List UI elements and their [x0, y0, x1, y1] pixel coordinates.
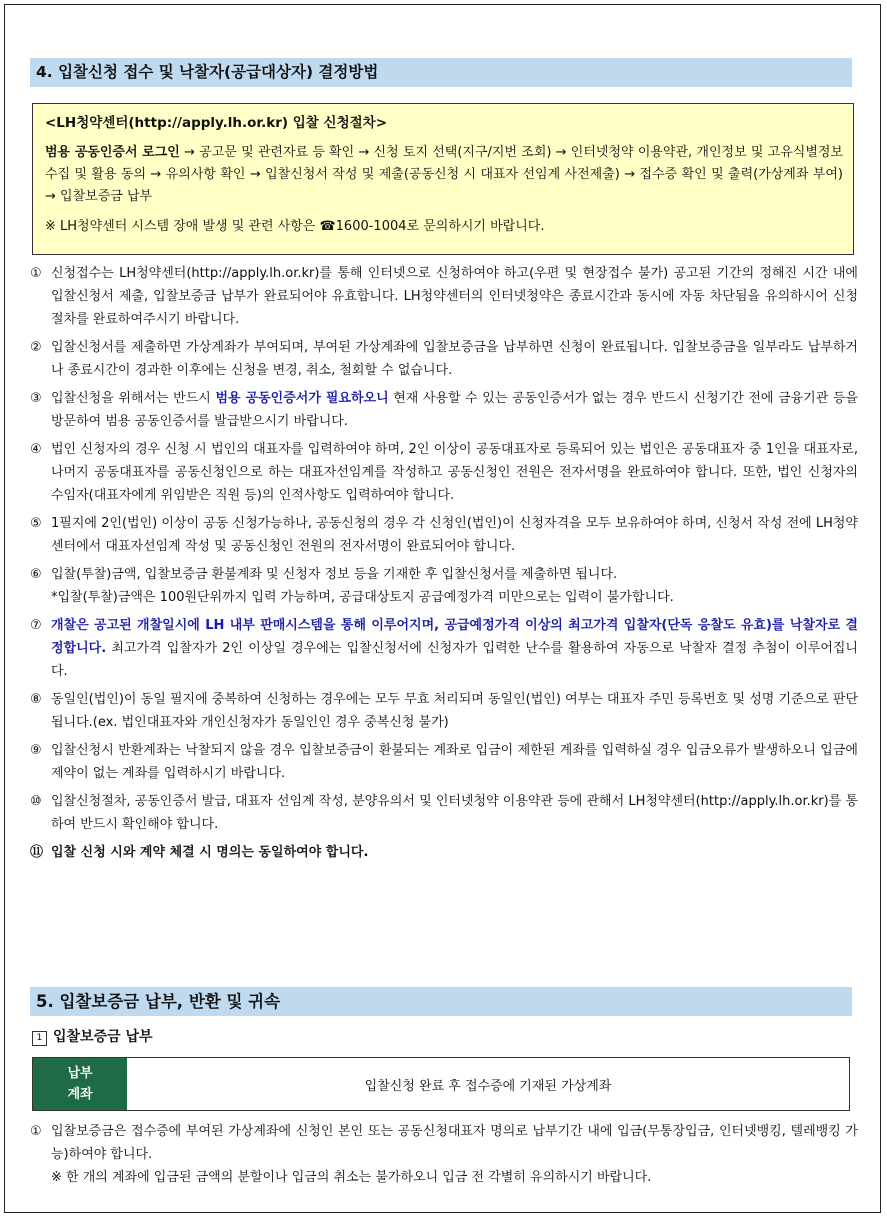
header-line: 납부 [67, 1066, 93, 1081]
numbered-box-icon: 1 [32, 1031, 47, 1046]
application-procedure-box [32, 103, 854, 255]
item-number: ⑤ [30, 516, 42, 531]
list-item [30, 512, 858, 558]
list-item [30, 688, 858, 734]
item-text: 신청접수는 LH청약센터(http://apply.lh.or.kr)를 통해 인터넷으로 신청하여야 하고(우편 및 현장접수 불가) 공고된 기간의 정해진 시간 내에 입찰신청서 제출, 입찰보증금 납부가 완료되어야 유효합니다. LH청약센터의 인터넷청약은 종료시간과 동시에 자동 차단됨을 유의하시어 신청절차를 완료하여주시기 바랍니다. [51, 266, 858, 327]
procedure-steps [45, 142, 843, 208]
item-text: 입찰보증금은 접수증에 부여된 가상계좌에 신청인 본인 또는 공동신청대표자 명의로 납부기간 내에 입금(무통장입금, 인터넷뱅킹, 텔레뱅킹 가능)하여야 합니다. [51, 1124, 858, 1162]
section-5-items [30, 1120, 858, 1194]
item-number: ① [30, 1124, 42, 1139]
item-number: ⑦ [30, 618, 42, 633]
item-text: 입찰신청을 위해서는 반드시 [51, 391, 216, 406]
item-number: ⑧ [30, 692, 42, 707]
list-item [30, 614, 858, 683]
procedure-title: <LH청약센터(http://apply.lh.or.kr) 입찰 신청절차> [45, 115, 388, 131]
section-5-header: 5. 입찰보증금 납부, 반환 및 귀속 [30, 987, 852, 1016]
item-text: 1필지에 2인(법인) 이상이 공동 신청가능하나, 공동신청의 경우 각 신청인(법인)이 신청자격을 모두 보유하여야 하며, 신청서 작성 전에 LH청약센터에서 대표자선임계 작성 및 공동신청인 전원의 전자서명이 완료되어야 합니다. [51, 516, 858, 554]
contact-notice: ※ LH청약센터 시스템 장애 발생 및 관련 사항은 ☎1600-1004로 문의하시기 바랍니다. [45, 219, 545, 234]
item-note: ※ 한 개의 계좌에 입금된 금액의 분할이나 입금의 취소는 불가하오니 입금 전 각별히 유의하시기 바랍니다. [51, 1170, 652, 1185]
item-text: 입찰신청시 반환계좌는 낙찰되지 않을 경우 입찰보증금이 환불되는 계좌로 입금이 제한된 계좌를 입력하실 경우 입금오류가 발생하오니 입금에 제약이 없는 계좌를 입력하시기 바랍니다. [51, 743, 858, 781]
payment-account-table [32, 1057, 850, 1111]
item-text: 최고가격 입찰자가 2인 이상일 경우에는 입찰신청서에 신청자가 입력한 난수를 활용하여 자동으로 낙찰자 결정 추첨이 이루어집니다. [51, 641, 858, 679]
item-number: ③ [30, 391, 42, 406]
section-4-header: 4. 입찰신청 접수 및 낙찰자(공급대상자) 결정방법 [30, 58, 852, 87]
item-number: ④ [30, 442, 42, 457]
item-number: ⑩ [30, 794, 42, 809]
item-text: 현재 사용할 수 있는 공동인증서가 없는 경우 반드시 신청기간 전에 금융기관 등을 방문하여 범용 공동인증서를 발급받으시기 바랍니다. [51, 391, 858, 429]
item-text: 법인 신청자의 경우 신청 시 법인의 대표자를 입력하여야 하며, 2인 이상이 공동대표자로 등록되어 있는 법인은 공동대표자 중 1인을 대표자로, 나머지 공동대표자를 공동신청인으로 하는 대표자선임계를 작성하고 공동신청인 전원은 전자서명을 완료하여야 합니다. 또한, 법인 신청자의 수임자(대표자에게 위임받은 직원 등)의 인적사항도 입력하여야 합니다. [51, 442, 858, 503]
list-item [30, 1120, 858, 1189]
table-value-cell: 입찰신청 완료 후 접수증에 기재된 가상계좌 [364, 1078, 612, 1094]
header-line: 계좌 [67, 1087, 93, 1102]
procedure-steps-text: → 공고문 및 관련자료 등 확인 → 신청 토지 선택(지구/지번 조회) → 인터넷청약 이용약관, 개인정보 및 고유식별정보 수집 및 활용 동의 → 유의사항 확인 → 입찰신청서 작성 및 제출(공동신청 시 대표자 선임계 사전제출) → 접수증 확인 및 출력(가상계좌 부여) → 입찰보증금 납부 [45, 145, 843, 204]
subsection-label: 입찰보증금 납부 [53, 1029, 153, 1045]
list-item [30, 438, 858, 507]
list-item [30, 387, 858, 433]
item-text: 입찰신청서를 제출하면 가상계좌가 부여되며, 부여된 가상계좌에 입찰보증금을 납부하면 신청이 완료됩니다. 입찰보증금을 일부라도 납부하거나 종료시간이 경과한 이후에는 신청을 변경, 취소, 철회할 수 없습니다. [51, 340, 858, 378]
item-highlight: 개찰은 공고된 개찰일시에 LH 내부 판매시스템을 통해 이루어지며, 공급예정가격 이상의 최고가격 입찰자(단독 응찰도 유효)를 낙찰자로 결정합니다. [51, 618, 858, 656]
item-number: ⑨ [30, 743, 42, 758]
list-item [30, 841, 858, 864]
list-item [30, 563, 858, 609]
item-highlight: 범용 공동인증서가 필요하오니 [215, 391, 389, 406]
table-header-cell [33, 1058, 127, 1110]
list-item [30, 790, 858, 836]
list-item [30, 262, 858, 331]
item-number: ② [30, 340, 42, 355]
item-number: ⑥ [30, 567, 42, 582]
item-text: 동일인(법인)이 동일 필지에 중복하여 신청하는 경우에는 모두 무효 처리되며 동일인(법인) 여부는 대표자 주민 등록번호 및 성명 기준으로 판단됩니다.(ex. 법인대표자와 개인신청자가 동일인인 경우 중복신청 불가) [51, 692, 858, 730]
item-text: 입찰(투찰)금액, 입찰보증금 환불계좌 및 신청자 정보 등을 기재한 후 입찰신청서를 제출하면 됩니다. [51, 567, 618, 582]
item-note: *입찰(투찰)금액은 100원단위까지 입력 가능하며, 공급대상토지 공급예정가격 미만으로는 입력이 불가합니다. [51, 590, 674, 605]
list-item [30, 336, 858, 382]
item-text: 입찰신청절차, 공동인증서 발급, 대표자 선임계 작성, 분양유의서 및 인터넷청약 이용약관 등에 관해서 LH청약센터(http://apply.lh.or.kr)를 통하여 반드시 확인해야 합니다. [51, 794, 858, 832]
list-item [30, 739, 858, 785]
section-4-items [30, 262, 858, 869]
subsection-title [32, 1026, 153, 1046]
item-text: 입찰 신청 시와 계약 체결 시 명의는 동일하여야 합니다. [51, 845, 369, 860]
item-number: ① [30, 266, 42, 281]
procedure-steps-bold: 범용 공동인증서 로그인 [45, 145, 180, 160]
item-number: ⑪ [30, 845, 44, 860]
